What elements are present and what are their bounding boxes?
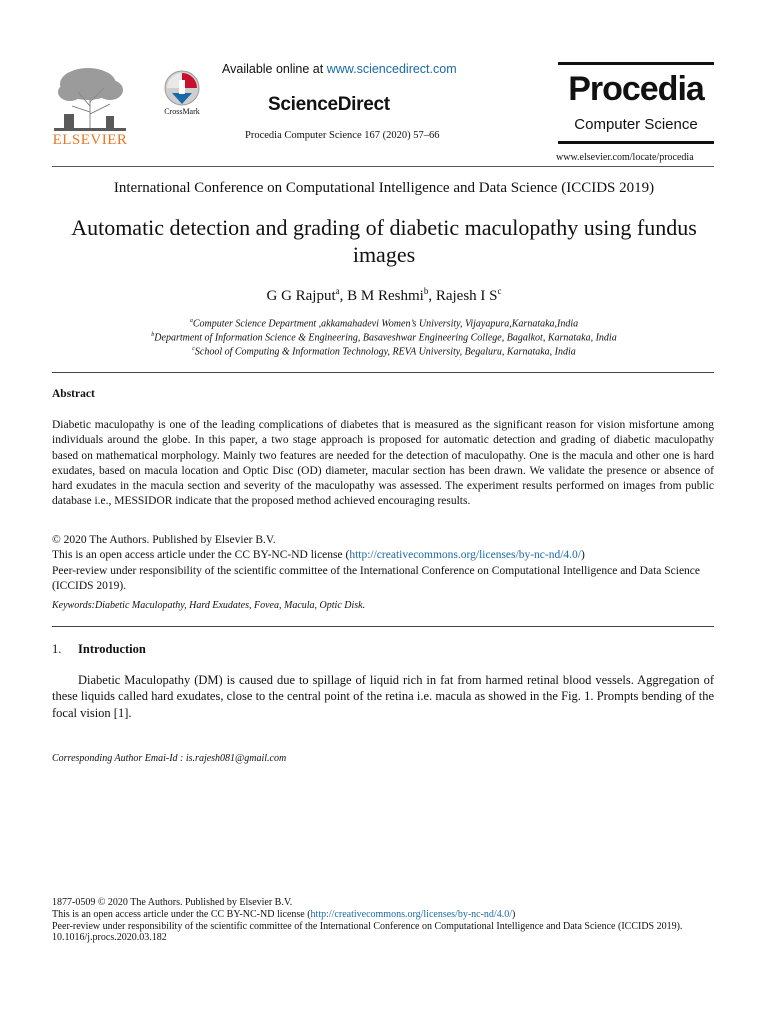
journal-url[interactable]: www.elsevier.com/locate/procedia	[556, 152, 694, 163]
procedia-subtitle: Computer Science	[574, 116, 698, 133]
author-name: G G Rajput	[266, 288, 336, 304]
corresponding-author: Corresponding Author Emai-Id : is.rajesh081@gmail.com	[52, 753, 287, 764]
crossmark-label: CrossMark	[164, 107, 200, 116]
copyright-line: © 2020 The Authors. Published by Elsevier B.V.	[52, 534, 276, 546]
section-title: Introduction	[78, 642, 146, 656]
paper-title: Automatic detection and grading of diabetic maculopathy using fundus images	[71, 215, 697, 267]
author-separator: ,	[339, 288, 348, 304]
footer-license	[52, 909, 714, 921]
section-number: 1.	[52, 642, 62, 656]
author-name: B M Reshmi	[347, 288, 424, 304]
keywords: Keywords:Diabetic Maculopathy, Hard Exudates, Fovea, Macula, Optic Disk.	[52, 600, 366, 611]
footer-doi[interactable]: 10.1016/j.procs.2020.03.182	[52, 932, 167, 944]
section-heading-introduction	[52, 642, 146, 657]
peer-review-line: Peer-review under responsibility of the scientific committee of the International Conference on Computational Intelligence and Data Science (ICCIDS 2019).	[52, 564, 701, 592]
sciencedirect-link[interactable]: www.sciencedirect.com	[326, 62, 457, 76]
footer-license-link[interactable]: http://creativecommons.org/licenses/by-nc-nd/4.0/	[310, 908, 512, 920]
available-prefix: Available online at	[222, 62, 327, 76]
author-list	[0, 286, 768, 305]
sciencedirect-wordmark: ScienceDirect	[268, 94, 390, 115]
author-separator: ,	[428, 288, 436, 304]
affiliation-mark: b	[151, 332, 155, 338]
affiliation	[0, 318, 768, 329]
affiliation	[0, 346, 768, 357]
author-name: Rajesh I S	[435, 288, 498, 304]
available-online-line	[222, 62, 457, 76]
header-divider	[52, 166, 714, 167]
affiliation	[0, 332, 768, 343]
footer-peer-review: Peer-review under responsibility of the scientific committee of the International Conference on Computational Intelligence and Data Science (ICCIDS 2019).	[52, 920, 683, 932]
footer-license-prefix: This is an open access article under the CC BY-NC-ND license (	[52, 908, 311, 920]
affiliation-text: School of Computing & Information Technology, REVA University, Begaluru, Karnataka, India	[194, 346, 576, 358]
affiliation-mark: a	[189, 318, 193, 324]
abstract-top-rule	[52, 372, 714, 373]
page-footer	[52, 897, 714, 944]
author-affil-mark: c	[497, 286, 502, 296]
journal-reference: Procedia Computer Science 167 (2020) 57–66	[245, 130, 440, 141]
copyright-block	[52, 533, 714, 594]
affiliation-text: Department of Information Science & Engineering, Basaveshwar Engineering College, Bagalkot, Karnataka, India	[154, 332, 617, 344]
abstract-heading: Abstract	[52, 388, 95, 400]
license-suffix: )	[580, 549, 585, 562]
affiliation-text: Computer Science Department ,akkamahadevi Women’s University, Vijayapura,Karnataka,India	[192, 318, 579, 330]
license-line	[52, 548, 714, 563]
abstract-bottom-rule	[52, 626, 714, 627]
footer-issn: 1877-0509 © 2020 The Authors. Published by Elsevier B.V.	[52, 897, 293, 908]
introduction-paragraph: Diabetic Maculopathy (DM) is caused due to spillage of liquid rich in fat from harmed retinal blood vessels. Aggregation of these liquids called hard exudates, close to the central point of the retina i.e. macula as showed in the Fig. 1. Prompts bending of the focal vision [1].	[52, 673, 714, 720]
author-affil-mark: a	[335, 286, 340, 296]
procedia-wordmark: Procedia	[568, 70, 704, 108]
license-link[interactable]: http://creativecommons.org/licenses/by-nc-nd/4.0/	[349, 549, 581, 562]
affiliation-mark: c	[192, 346, 195, 352]
author-affil-mark: b	[423, 286, 429, 296]
conference-name: International Conference on Computational Intelligence and Data Science (ICCIDS 2019)	[113, 180, 655, 196]
introduction-body	[52, 672, 714, 721]
license-prefix: This is an open access article under the CC BY-NC-ND license (	[52, 549, 350, 562]
abstract-body: Diabetic maculopathy is one of the leading complications of diabetes that is measured as the significant reason for vision misfortune among individuals around the globe. In this paper, a two stage approach is proposed for automatic detection and grading of diabetic maculopathy based on mathematical morphology. Mainly two features are needed for the detection of maculopathy. One is the macula and other one is hard exudates, based on macula location and Optic Disc (OD) diameter, macular section has been drawn. We validate the presence or absence of hard exudates in the macula section and severity of the maculopathy was assessed. The experiment results performed on images from public database i.e., MESSIDOR indicate that the proposed method achieved encouraging results.	[52, 419, 714, 508]
footer-license-suffix: )	[511, 908, 516, 920]
elsevier-wordmark: ELSEVIER	[52, 132, 128, 148]
